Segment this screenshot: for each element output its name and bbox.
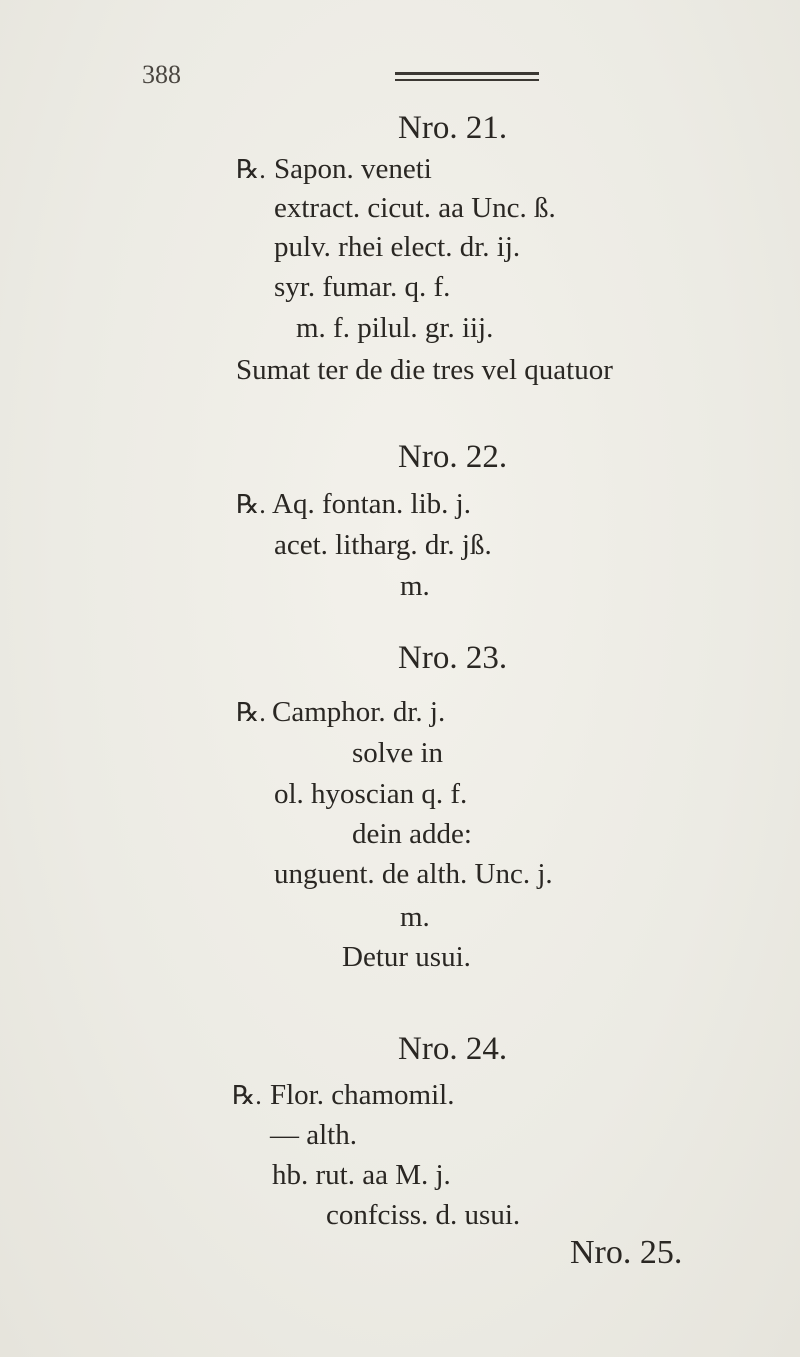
recipe-line: Flor. chamomil. [270,1079,455,1111]
recipe-line: Aq. fontan. lib. j. [272,488,471,520]
recipe-line: acet. litharg. dr. jß. [274,529,492,561]
recipe-line: ol. hyoscian q. f. [274,778,468,810]
recipe-heading: Nro. 23. [398,640,508,676]
recipe-line: Camphor. dr. j. [272,696,446,728]
recipe-line: solve in [352,737,444,769]
recipe-line: Sapon. veneti [274,153,432,185]
recipe-symbol: ℞. [236,155,266,184]
recipe-symbol: ℞. [236,698,266,727]
recipe-line: syr. fumar. q. f. [274,271,451,303]
recipe-line: m. f. pilul. gr. iij. [296,312,494,344]
recipe-line: Sumat ter de die tres vel quatuor [236,354,613,386]
catchword: Nro. 25. [570,1234,683,1271]
recipe-heading: Nro. 22. [398,439,508,475]
recipe-symbol: ℞. [236,490,266,519]
recipe-line: Detur usui. [342,941,471,973]
recipe-heading: Nro. 21. [398,110,508,146]
header-double-rule [395,70,539,84]
recipe-line: m. [400,570,430,602]
recipe-line: m. [400,901,430,933]
recipe-line: — alth. [270,1119,357,1151]
recipe-line: confciss. d. usui. [326,1199,521,1231]
page-number: 388 [142,60,181,89]
recipe-line: unguent. de alth. Unc. j. [274,858,553,890]
recipe-line: extract. cicut. aa Unc. ß. [274,192,556,224]
recipe-heading: Nro. 24. [398,1031,508,1067]
recipe-symbol: ℞. [232,1081,262,1110]
recipe-line: hb. rut. aa M. j. [272,1159,451,1191]
recipe-line: dein adde: [352,818,472,850]
recipe-line: pulv. rhei elect. dr. ij. [274,231,521,263]
